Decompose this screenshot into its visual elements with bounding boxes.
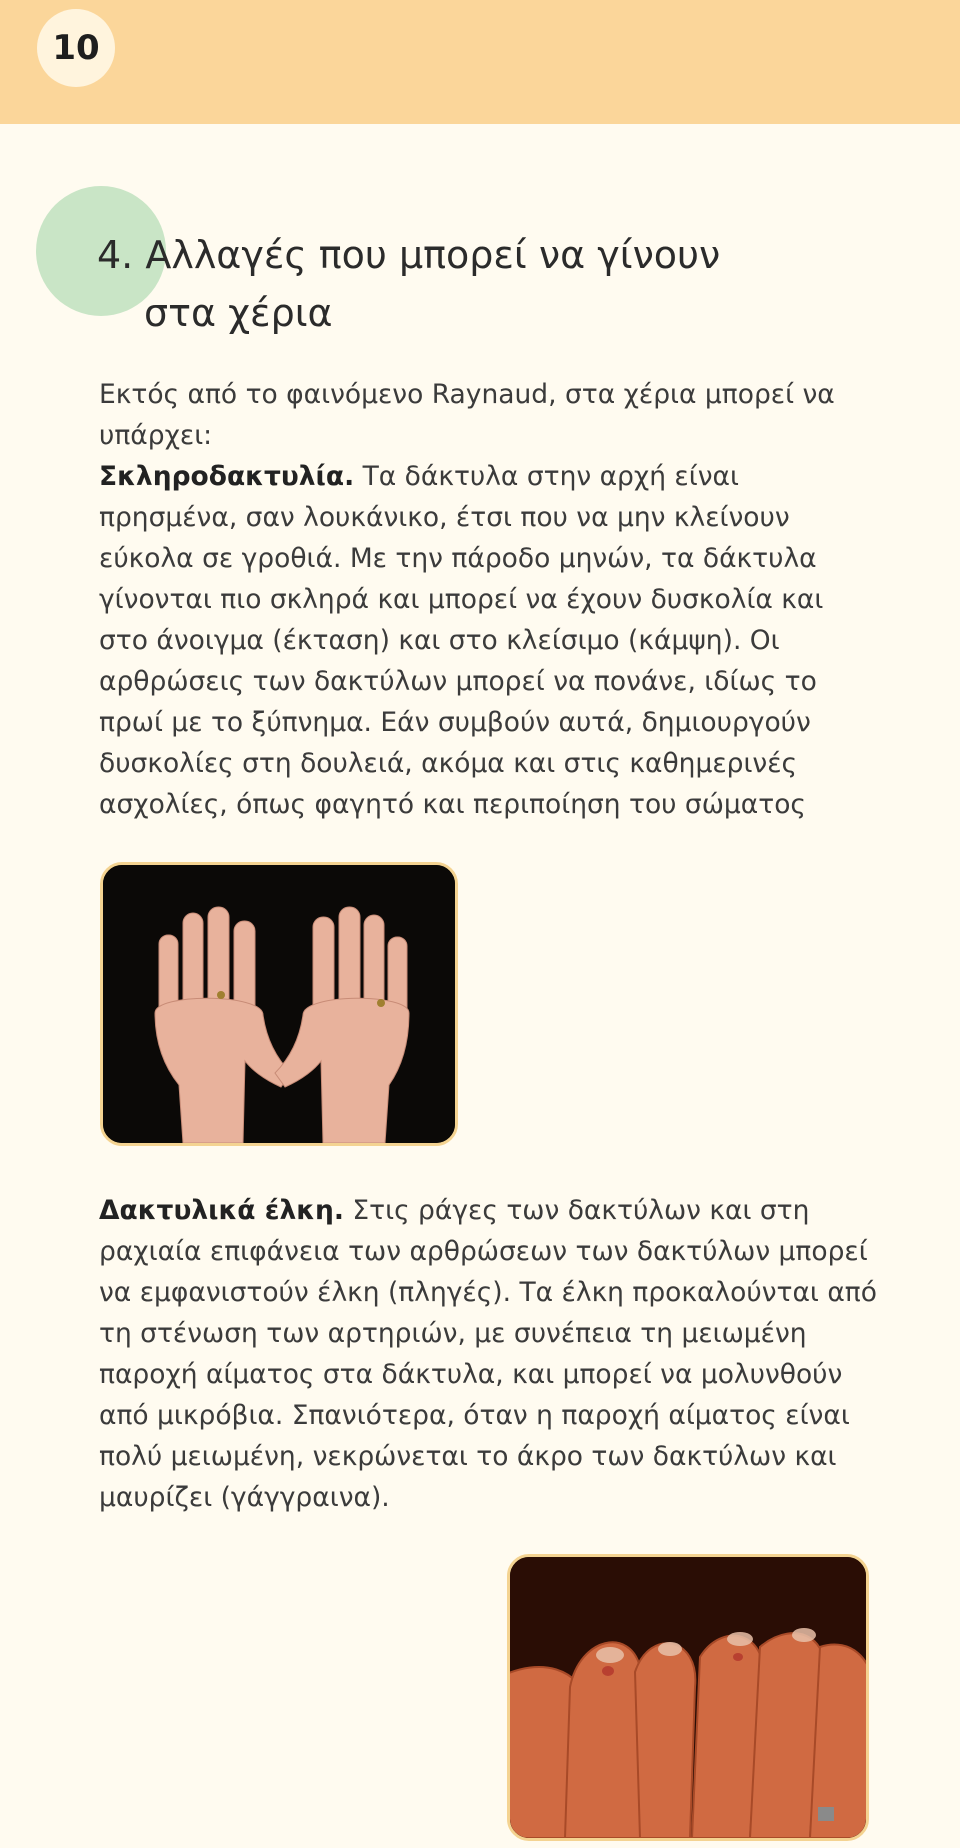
finger-ulcers-photo xyxy=(507,1554,869,1841)
ulcers-text-block xyxy=(99,1190,879,1518)
hands-photo xyxy=(100,862,458,1146)
digital-ulcers-term: Δακτυλικά έλκη. xyxy=(99,1195,344,1226)
sclerodactyly-term: Σκληροδακτυλία. xyxy=(99,461,355,492)
digital-ulcers-description: Στις ράγες των δακτύλων και στη ραχιαία επιφάνεια των αρθρώσεων των δακτύλων μπορεί να εμφανιστούν έλκη (πληγές). Τα έλκη προκαλούνται από τη στένωση των αρτηριών, με συνέπεια τη μειωμένη παροχή αίματος στα δάκτυλα, και μπορεί να μολυνθούν από μικρόβια. Σπανιότερα, όταν η παροχή αίματος είναι πολύ μειωμένη, νεκρώνεται το άκρο των δακτύλων και μαυρίζει (γάγγραινα). xyxy=(99,1195,877,1513)
page-number: 10 xyxy=(52,28,100,68)
sclerodactyly-description: Τα δάκτυλα στην αρχή είναι πρησμένα, σαν λουκάνικο, έτσι που να μην κλείνουν εύκολα σε γροθιά. Με την πάροδο μηνών, τα δάκτυλα γίνονται πιο σκληρά και μπορεί να έχουν δυσκολία και στο άνοιγμα (έκταση) και στο κλείσιμο (κάμψη). Οι αρθρώσεις των δακτύλων μπορεί να πονάνε, ιδίως το πρωί με το ξύπνημα. Εάν συμβούν αυτά, δημιουργούν δυσκολίες στη δουλειά, ακόμα και στις καθημερινές ασχολίες, όπως φαγητό και περιποίηση του σώματος xyxy=(99,461,824,820)
section-title xyxy=(97,226,857,342)
header-band xyxy=(0,0,960,124)
ulcers-paragraph xyxy=(99,1190,879,1518)
intro-lead: Εκτός από το φαινόμενο Raynaud, στα χέρια μπορεί να υπάρχει: xyxy=(99,379,835,451)
section-title-line1: 4. Αλλαγές που μπορεί να γίνουν xyxy=(97,233,721,277)
sclerodactyly-paragraph xyxy=(99,456,879,825)
hands-illustration xyxy=(103,865,455,1143)
intro-text-block xyxy=(99,374,879,825)
finger-ulcers-illustration xyxy=(510,1557,866,1838)
section-title-line2: στα χέρια xyxy=(144,291,333,335)
